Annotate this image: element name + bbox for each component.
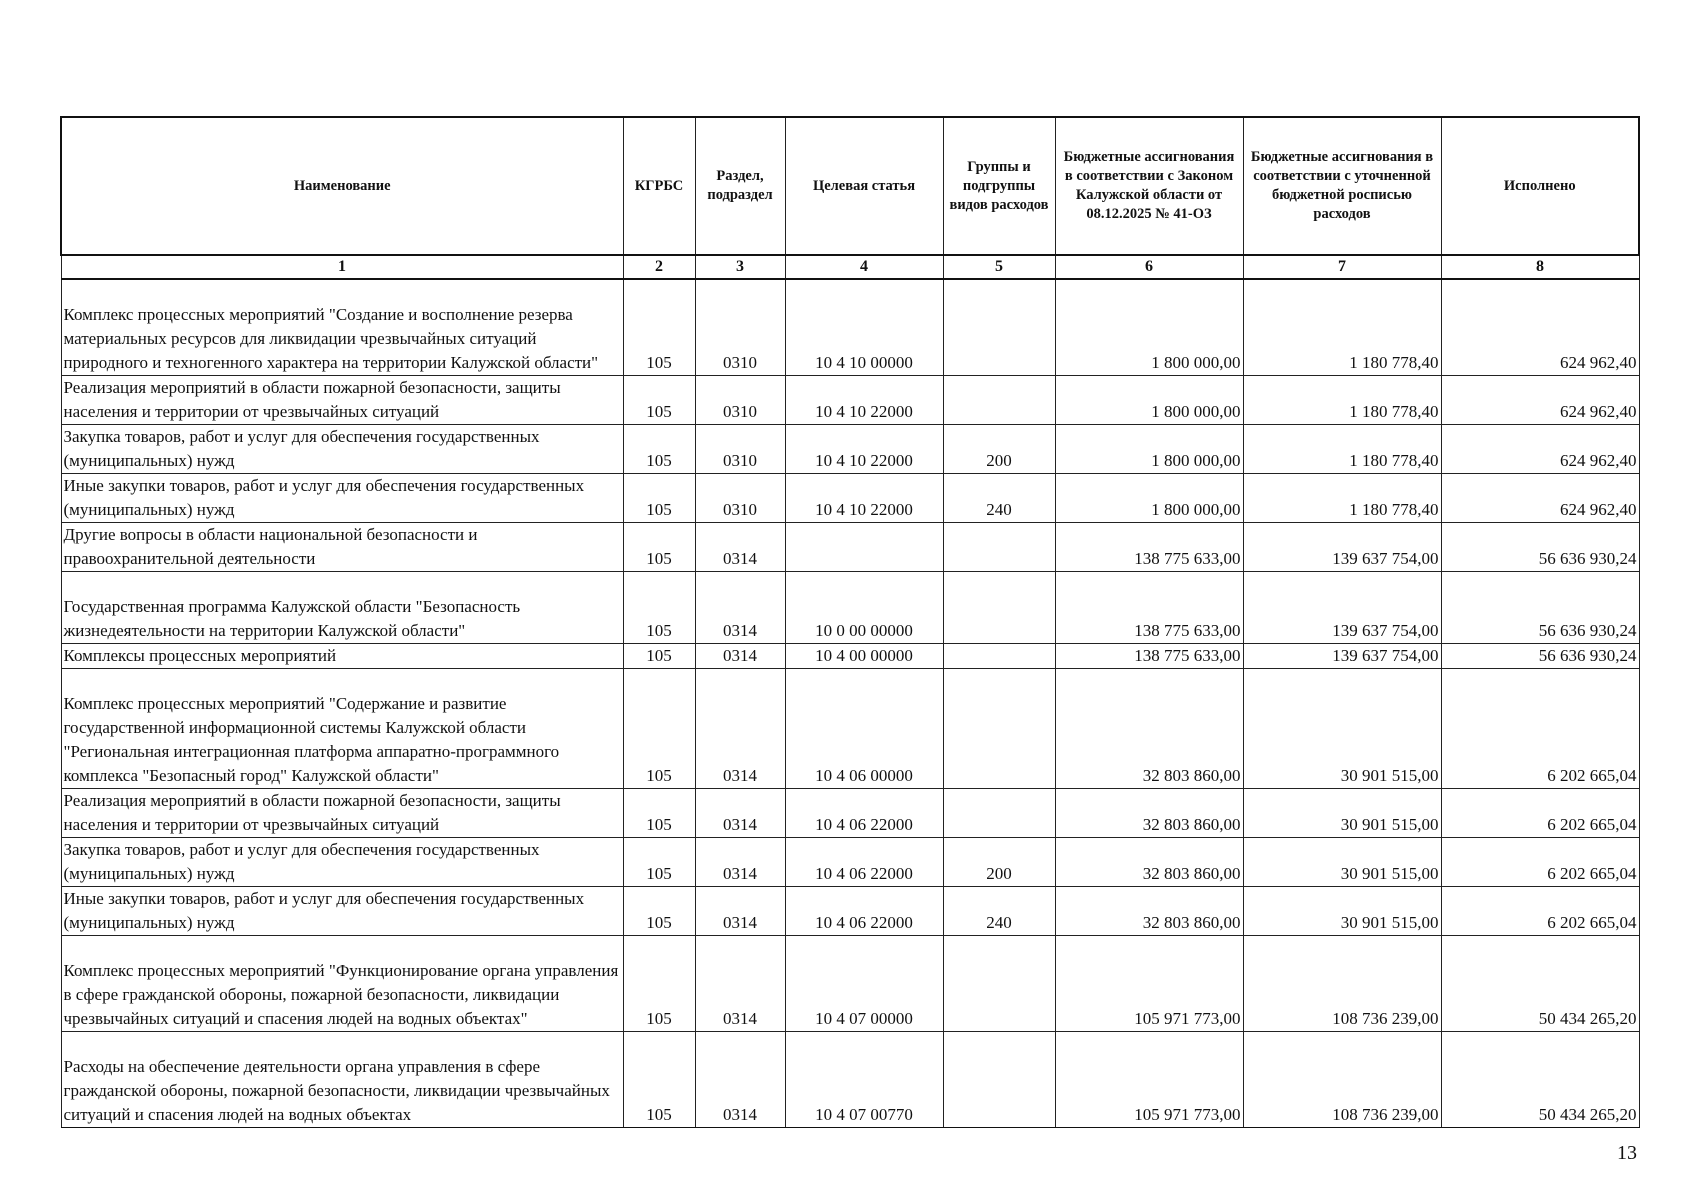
cell-expense-group <box>943 643 1055 668</box>
header-section: Раздел, подраздел <box>695 117 785 255</box>
cell-kgrbs: 105 <box>623 473 695 522</box>
cell-expense-group <box>943 522 1055 571</box>
cell-law-allocation: 138 775 633,00 <box>1055 522 1243 571</box>
table-row <box>61 424 1639 473</box>
header-law-allocations: Бюджетные ассигнования в соответствии с Законом Калужской области от 08.12.2025 № 41-ОЗ <box>1055 117 1243 255</box>
cell-law-allocation: 32 803 860,00 <box>1055 788 1243 837</box>
cell-target-article: 10 0 00 00000 <box>785 571 943 643</box>
cell-executed: 50 434 265,20 <box>1441 935 1639 1031</box>
table-body <box>61 279 1639 1127</box>
cell-refined-allocation: 1 180 778,40 <box>1243 424 1441 473</box>
table-row <box>61 886 1639 935</box>
cell-expense-group <box>943 788 1055 837</box>
cell-law-allocation: 105 971 773,00 <box>1055 1031 1243 1127</box>
cell-name: Закупка товаров, работ и услуг для обеспечения государственных (муниципальных) нужд <box>61 424 623 473</box>
cell-refined-allocation: 30 901 515,00 <box>1243 788 1441 837</box>
cell-law-allocation: 1 800 000,00 <box>1055 375 1243 424</box>
cell-executed: 6 202 665,04 <box>1441 886 1639 935</box>
cell-name: Реализация мероприятий в области пожарной безопасности, защиты населения и территории от чрезвычайных ситуаций <box>61 375 623 424</box>
cell-kgrbs: 105 <box>623 886 695 935</box>
column-number: 5 <box>943 255 1055 279</box>
cell-name: Другие вопросы в области национальной безопасности и правоохранительной деятельности <box>61 522 623 571</box>
cell-section: 0314 <box>695 643 785 668</box>
cell-target-article: 10 4 10 22000 <box>785 424 943 473</box>
column-number: 1 <box>61 255 623 279</box>
header-refined-allocations: Бюджетные ассигнования в соответствии с уточненной бюджетной росписью расходов <box>1243 117 1441 255</box>
cell-name: Реализация мероприятий в области пожарной безопасности, защиты населения и территории от чрезвычайных ситуаций <box>61 788 623 837</box>
column-number: 7 <box>1243 255 1441 279</box>
cell-executed: 624 962,40 <box>1441 375 1639 424</box>
header-expense-groups: Группы и подгруппы видов расходов <box>943 117 1055 255</box>
cell-section: 0314 <box>695 935 785 1031</box>
table-row <box>61 788 1639 837</box>
column-number: 8 <box>1441 255 1639 279</box>
cell-target-article: 10 4 06 00000 <box>785 668 943 788</box>
cell-kgrbs: 105 <box>623 424 695 473</box>
header-kgrbs: КГРБС <box>623 117 695 255</box>
cell-refined-allocation: 1 180 778,40 <box>1243 473 1441 522</box>
column-number: 2 <box>623 255 695 279</box>
header-row <box>61 117 1639 255</box>
cell-refined-allocation: 139 637 754,00 <box>1243 571 1441 643</box>
cell-executed: 6 202 665,04 <box>1441 837 1639 886</box>
cell-kgrbs: 105 <box>623 522 695 571</box>
cell-law-allocation: 1 800 000,00 <box>1055 424 1243 473</box>
cell-expense-group: 200 <box>943 837 1055 886</box>
cell-executed: 624 962,40 <box>1441 279 1639 375</box>
cell-law-allocation: 32 803 860,00 <box>1055 837 1243 886</box>
cell-expense-group <box>943 935 1055 1031</box>
cell-name: Комплексы процессных мероприятий <box>61 643 623 668</box>
cell-law-allocation: 105 971 773,00 <box>1055 935 1243 1031</box>
table-row <box>61 571 1639 643</box>
cell-expense-group: 240 <box>943 886 1055 935</box>
cell-section: 0314 <box>695 522 785 571</box>
table-row <box>61 279 1639 375</box>
cell-kgrbs: 105 <box>623 1031 695 1127</box>
table-row <box>61 1031 1639 1127</box>
cell-target-article: 10 4 10 22000 <box>785 375 943 424</box>
cell-law-allocation: 1 800 000,00 <box>1055 279 1243 375</box>
cell-kgrbs: 105 <box>623 837 695 886</box>
cell-law-allocation: 138 775 633,00 <box>1055 571 1243 643</box>
cell-expense-group: 240 <box>943 473 1055 522</box>
cell-expense-group <box>943 1031 1055 1127</box>
cell-section: 0314 <box>695 837 785 886</box>
cell-section: 0310 <box>695 473 785 522</box>
cell-section: 0314 <box>695 668 785 788</box>
column-number: 3 <box>695 255 785 279</box>
table-row <box>61 668 1639 788</box>
cell-target-article: 10 4 00 00000 <box>785 643 943 668</box>
cell-target-article: 10 4 10 22000 <box>785 473 943 522</box>
cell-kgrbs: 105 <box>623 788 695 837</box>
cell-expense-group: 200 <box>943 424 1055 473</box>
cell-target-article: 10 4 07 00000 <box>785 935 943 1031</box>
cell-target-article: 10 4 06 22000 <box>785 837 943 886</box>
cell-executed: 6 202 665,04 <box>1441 788 1639 837</box>
cell-name: Комплекс процессных мероприятий "Содержание и развитие государственной информационной системы Калужской области "Региональная интеграционная платформа аппаратно-программного комплекса "Безопасный город" Калужской области" <box>61 668 623 788</box>
cell-executed: 50 434 265,20 <box>1441 1031 1639 1127</box>
cell-executed: 56 636 930,24 <box>1441 643 1639 668</box>
budget-execution-table <box>60 116 1640 1128</box>
cell-refined-allocation: 1 180 778,40 <box>1243 279 1441 375</box>
cell-expense-group <box>943 571 1055 643</box>
cell-expense-group <box>943 279 1055 375</box>
column-number-row <box>61 255 1639 279</box>
cell-executed: 6 202 665,04 <box>1441 668 1639 788</box>
cell-refined-allocation: 1 180 778,40 <box>1243 375 1441 424</box>
cell-section: 0314 <box>695 571 785 643</box>
cell-refined-allocation: 30 901 515,00 <box>1243 837 1441 886</box>
cell-target-article: 10 4 06 22000 <box>785 788 943 837</box>
cell-section: 0310 <box>695 375 785 424</box>
table-row <box>61 473 1639 522</box>
header-executed: Исполнено <box>1441 117 1639 255</box>
cell-executed: 56 636 930,24 <box>1441 571 1639 643</box>
cell-refined-allocation: 30 901 515,00 <box>1243 886 1441 935</box>
cell-refined-allocation: 139 637 754,00 <box>1243 522 1441 571</box>
cell-kgrbs: 105 <box>623 935 695 1031</box>
cell-law-allocation: 32 803 860,00 <box>1055 886 1243 935</box>
cell-section: 0310 <box>695 279 785 375</box>
cell-name: Комплекс процессных мероприятий "Создание и восполнение резерва материальных ресурсов для ликвидации чрезвычайных ситуаций природного и техногенного характера на территории Калужской области" <box>61 279 623 375</box>
page-number: 13 <box>1617 1142 1637 1164</box>
cell-name: Иные закупки товаров, работ и услуг для обеспечения государственных (муниципальных) нужд <box>61 473 623 522</box>
cell-target-article: 10 4 06 22000 <box>785 886 943 935</box>
cell-refined-allocation: 139 637 754,00 <box>1243 643 1441 668</box>
cell-law-allocation: 138 775 633,00 <box>1055 643 1243 668</box>
cell-law-allocation: 1 800 000,00 <box>1055 473 1243 522</box>
cell-target-article <box>785 522 943 571</box>
table-row <box>61 522 1639 571</box>
cell-target-article: 10 4 10 00000 <box>785 279 943 375</box>
cell-section: 0314 <box>695 788 785 837</box>
cell-kgrbs: 105 <box>623 571 695 643</box>
cell-refined-allocation: 108 736 239,00 <box>1243 1031 1441 1127</box>
cell-name: Иные закупки товаров, работ и услуг для обеспечения государственных (муниципальных) нужд <box>61 886 623 935</box>
cell-name: Закупка товаров, работ и услуг для обеспечения государственных (муниципальных) нужд <box>61 837 623 886</box>
cell-law-allocation: 32 803 860,00 <box>1055 668 1243 788</box>
cell-kgrbs: 105 <box>623 643 695 668</box>
column-number: 4 <box>785 255 943 279</box>
table-row <box>61 375 1639 424</box>
cell-section: 0314 <box>695 886 785 935</box>
header-name: Наименование <box>61 117 623 255</box>
cell-section: 0310 <box>695 424 785 473</box>
cell-executed: 624 962,40 <box>1441 424 1639 473</box>
cell-target-article: 10 4 07 00770 <box>785 1031 943 1127</box>
cell-kgrbs: 105 <box>623 668 695 788</box>
table-row <box>61 935 1639 1031</box>
cell-kgrbs: 105 <box>623 375 695 424</box>
cell-name: Комплекс процессных мероприятий "Функционирование органа управления в сфере гражданской обороны, пожарной безопасности, ликвидации чрезвычайных ситуаций и спасения людей на водных объектах" <box>61 935 623 1031</box>
cell-refined-allocation: 108 736 239,00 <box>1243 935 1441 1031</box>
cell-expense-group <box>943 668 1055 788</box>
cell-section: 0314 <box>695 1031 785 1127</box>
cell-executed: 56 636 930,24 <box>1441 522 1639 571</box>
cell-executed: 624 962,40 <box>1441 473 1639 522</box>
cell-expense-group <box>943 375 1055 424</box>
header-target-article: Целевая статья <box>785 117 943 255</box>
table-row <box>61 837 1639 886</box>
cell-name: Государственная программа Калужской области "Безопасность жизнедеятельности на территории Калужской области" <box>61 571 623 643</box>
column-number: 6 <box>1055 255 1243 279</box>
cell-refined-allocation: 30 901 515,00 <box>1243 668 1441 788</box>
table-row <box>61 643 1639 668</box>
cell-name: Расходы на обеспечение деятельности органа управления в сфере гражданской обороны, пожарной безопасности, ликвидации чрезвычайных ситуаций и спасения людей на водных объектах <box>61 1031 623 1127</box>
cell-kgrbs: 105 <box>623 279 695 375</box>
